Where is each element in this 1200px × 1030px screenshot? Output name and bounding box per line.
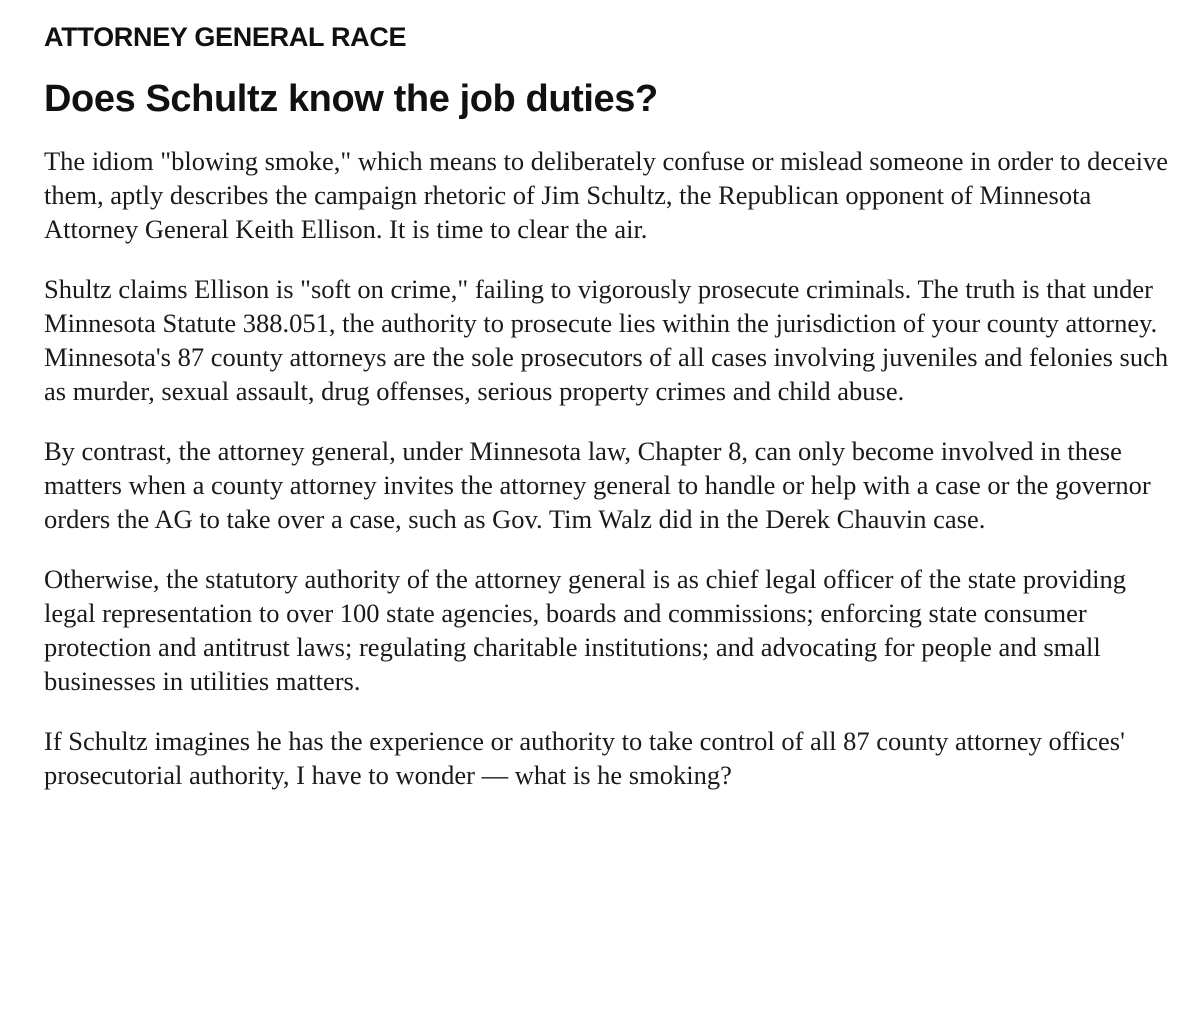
section-kicker: ATTORNEY GENERAL RACE bbox=[44, 22, 407, 52]
article bbox=[44, 0, 1184, 792]
body-paragraph-4: Otherwise, the statutory authority of the attorney general is as chief legal officer of the state providing legal representation to over 100 state agencies, boards and commissions; enforcing state consumer protection and antitrust laws; regulating charitable institutions; and advocating for people and small businesses in utilities matters. bbox=[44, 564, 1126, 696]
body-paragraph-2: Shultz claims Ellison is "soft on crime," failing to vigorously prosecute criminals. The truth is that under Minnesota Statute 388.051, the authority to prosecute lies within the jurisdiction of your county attorney. Minnesota's 87 county attorneys are the sole prosecutors of all cases involving juveniles and felonies such as murder, sexual assault, drug offenses, serious property crimes and child abuse. bbox=[44, 274, 1169, 406]
body-paragraph-1: The idiom "blowing smoke," which means to deliberately confuse or mislead someone in order to deceive them, aptly describes the campaign rhetoric of Jim Schultz, the Republican opponent of Minnesota Attorney General Keith Ellison. It is time to clear the air. bbox=[44, 146, 1169, 244]
body-paragraph-5: If Schultz imagines he has the experience or authority to take control of all 87 county attorney offices' prosecutorial authority, I have to wonder — what is he smoking? bbox=[44, 726, 1125, 790]
article-headline: Does Schultz know the job duties? bbox=[44, 78, 658, 120]
body-paragraph-3: By contrast, the attorney general, under Minnesota law, Chapter 8, can only become involved in these matters when a county attorney invites the attorney general to handle or help with a case or the governor orders the AG to take over a case, such as Gov. Tim Walz did in the Derek Chauvin case. bbox=[44, 436, 1151, 534]
